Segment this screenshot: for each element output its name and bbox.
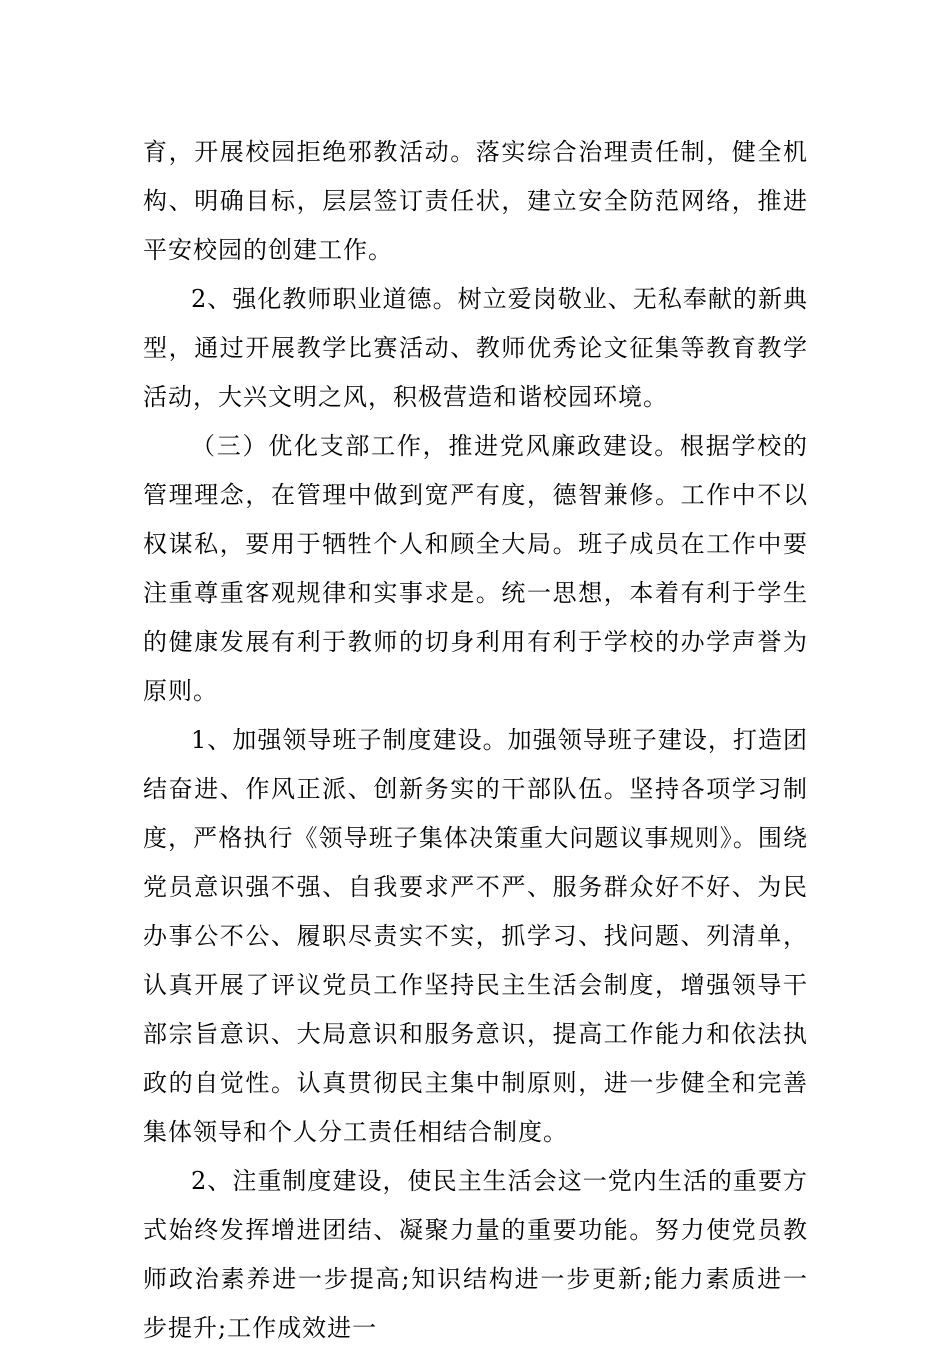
paragraph-leadership-system: 1、加强领导班子制度建设。加强领导班子建设，打造团结奋进、作风正派、创新务实的干部队伍。坚持各项学习制度，严格执行《领导班子集体决策重大问题议事规则》。围绕党员意识强不强、自我要求严不严、服务群众好不好、为民办事公不公、履职尽责实不实，抓学习、找问题、列清单，认真开展了评议党员工作坚持民主生活会制度，增强领导干部宗旨意识、大局意识和服务意识，提高工作能力和依法执政的自觉性。认真贯彻民主集中制原则，进一步健全和完善集体领导和个人分工责任相结合制度。	[143, 726, 808, 1146]
paragraph-teacher-ethics: 2、强化教师职业道德。树立爱岗敬业、无私奉献的新典型，通过开展教学比赛活动、教师优秀论文征集等教育教学活动，大兴文明之风，积极营造和谐校园环境。	[143, 285, 808, 411]
document-body	[143, 128, 808, 1353]
paragraph-system-building: 2、注重制度建设，使民主生活会这一党内生活的重要方式始终发挥增进团结、凝聚力量的重要功能。努力使党员教师政治素养进一步提高;知识结构进一步更新;能力素质进一步提升;工作成效进一	[143, 1167, 808, 1342]
paragraph-continuation: 育，开展校园拒绝邪教活动。落实综合治理责任制，健全机构、明确目标，层层签订责任状，建立安全防范网络，推进平安校园的创建工作。	[143, 138, 808, 264]
paragraph-branch-work: （三）优化支部工作，推进党风廉政建设。根据学校的管理理念，在管理中做到宽严有度，德智兼修。工作中不以权谋私，要用于牺牲个人和顾全大局。班子成员在工作中要注重尊重客观规律和实事求是。统一思想，本着有利于学生的健康发展有利于教师的切身利用有利于学校的办学声誉为原则。	[143, 432, 808, 705]
